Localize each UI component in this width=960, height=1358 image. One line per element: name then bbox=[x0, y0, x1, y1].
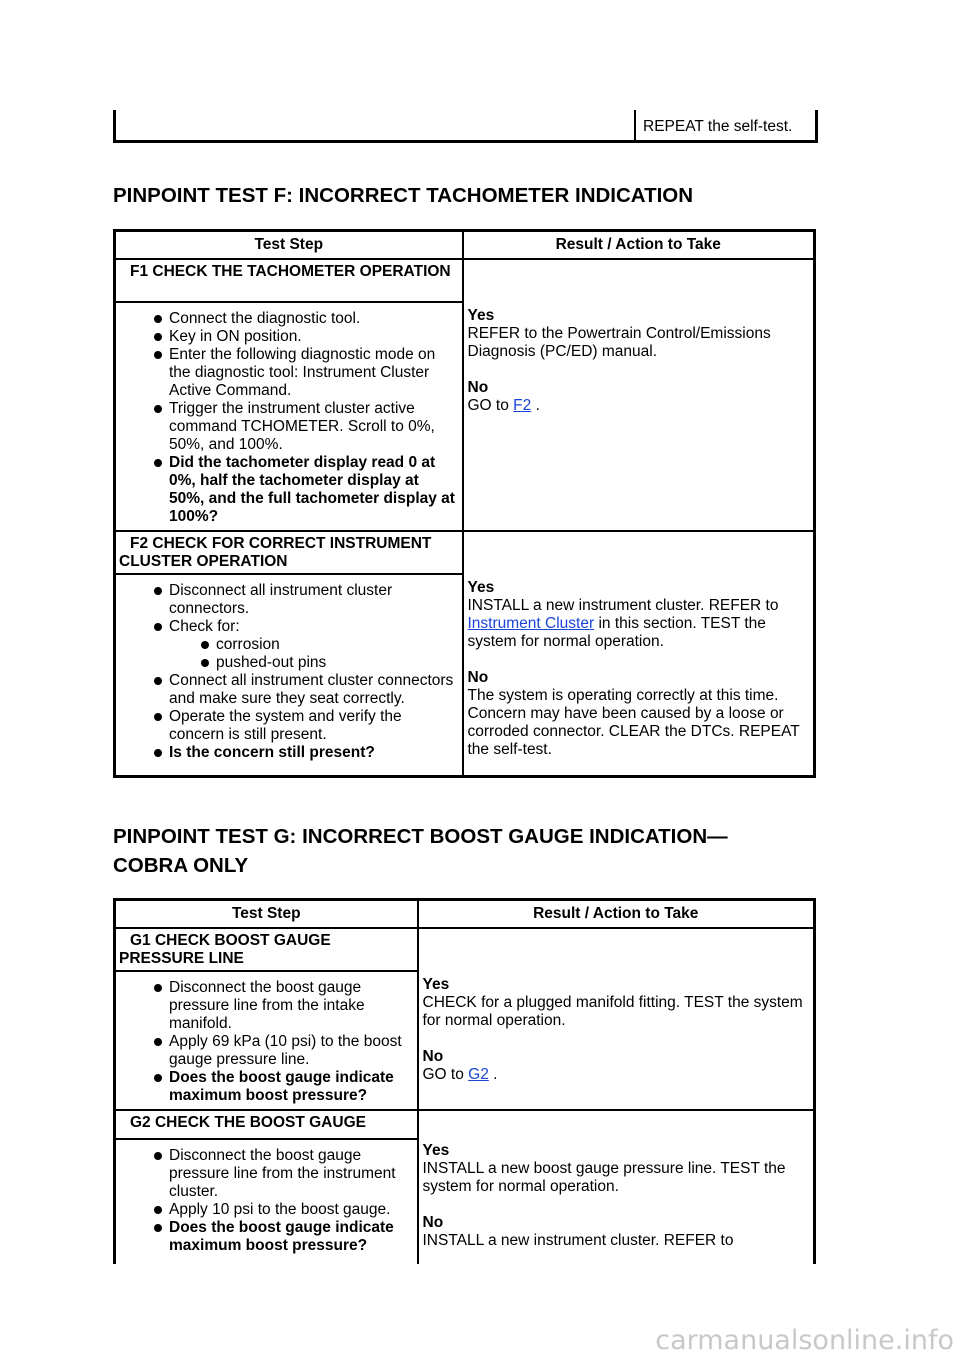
step-g2-result bbox=[418, 1110, 815, 1264]
g1-step-list bbox=[116, 972, 417, 1109]
g2-question: Does the boost gauge indicate maximum boost pressure? bbox=[169, 1219, 411, 1255]
step-f1-result bbox=[463, 259, 815, 531]
pinpoint-test-g-table bbox=[113, 898, 816, 1264]
pinpoint-test-g-heading: PINPOINT TEST G: INCORRECT BOOST GAUGE INDICATION— COBRA ONLY bbox=[113, 825, 728, 877]
step-f2-title-row bbox=[115, 531, 815, 574]
link-f2[interactable]: F2 bbox=[513, 397, 532, 414]
step-g1-result bbox=[418, 928, 815, 1110]
link-instrument-cluster[interactable]: Instrument Cluster bbox=[467, 615, 595, 632]
list-item: Check for: corrosion pushed-out pins bbox=[169, 618, 456, 672]
f1-yes-text: REFER to the Powertrain Control/Emissions Diagnosis (PC/ED) manual. bbox=[467, 325, 771, 360]
list-item: Disconnect the boost gauge pressure line from the intake manifold. bbox=[169, 979, 411, 1033]
step-g1-body bbox=[115, 971, 418, 1110]
step-g2-title: G2 CHECK THE BOOST GAUGE bbox=[115, 1110, 418, 1139]
step-f1-title: F1 CHECK THE TACHOMETER OPERATION bbox=[115, 259, 463, 302]
g2-no-label: No bbox=[422, 1214, 444, 1231]
f1-step-list bbox=[116, 303, 462, 530]
f2-question: Is the concern still present? bbox=[169, 744, 456, 762]
step-f2-body bbox=[115, 574, 463, 777]
f1-no-label: No bbox=[467, 379, 489, 396]
repeat-self-test-text: REPEAT the self-test. bbox=[643, 118, 793, 135]
column-divider bbox=[634, 110, 636, 140]
column-header-test-step: Test Step bbox=[115, 900, 418, 929]
list-item: Operate the system and verify the concern is still present. bbox=[169, 708, 456, 744]
list-item: Apply 69 kPa (10 psi) to the boost gauge pressure line. bbox=[169, 1033, 411, 1069]
step-g2-title-row bbox=[115, 1110, 815, 1139]
f2-yes-text: INSTALL a new instrument cluster. REFER to Instrument Cluster in this section. TEST the system for normal operation. bbox=[467, 597, 779, 650]
f2-no-text: The system is operating correctly at this time. Concern may have been caused by a loose or corroded connector. CLEAR the DTCs. REPEAT the self-test. bbox=[467, 687, 800, 758]
list-item: Trigger the instrument cluster active command TCHOMETER. Scroll to 0%, 50%, and 100%. bbox=[169, 400, 456, 454]
f1-yes-label: Yes bbox=[467, 307, 495, 324]
step-g1-title-row bbox=[115, 928, 815, 971]
column-header-result: Result / Action to Take bbox=[463, 231, 815, 260]
check-for-sublist bbox=[169, 636, 456, 672]
g2-yes-text: INSTALL a new boost gauge pressure line. TEST the system for normal operation. bbox=[422, 1160, 786, 1195]
g1-no-text: GO to G2 . bbox=[422, 1066, 498, 1083]
step-f1-title-row bbox=[115, 259, 815, 302]
list-item: Disconnect the boost gauge pressure line from the instrument cluster. bbox=[169, 1147, 411, 1201]
list-item: corrosion bbox=[216, 636, 456, 654]
f2-yes-label: Yes bbox=[467, 579, 495, 596]
previous-table-fragment bbox=[113, 110, 818, 143]
g2-yes-label: Yes bbox=[422, 1142, 450, 1159]
list-item: Connect all instrument cluster connectors and make sure they seat correctly. bbox=[169, 672, 456, 708]
step-f2-title: F2 CHECK FOR CORRECT INSTRUMENT CLUSTER OPERATION bbox=[115, 531, 463, 574]
g2-step-list bbox=[116, 1140, 417, 1259]
link-g2[interactable]: G2 bbox=[468, 1066, 489, 1083]
step-g1-title: G1 CHECK BOOST GAUGE PRESSURE LINE bbox=[115, 928, 418, 971]
list-item: Apply 10 psi to the boost gauge. bbox=[169, 1201, 411, 1219]
table-header-row bbox=[115, 231, 815, 260]
step-g2-body bbox=[115, 1139, 418, 1264]
list-item: Connect the diagnostic tool. bbox=[169, 310, 456, 328]
g1-no-label: No bbox=[422, 1048, 444, 1065]
step-f1-body bbox=[115, 302, 463, 531]
table-header-row bbox=[115, 900, 815, 929]
step-f2-result bbox=[463, 531, 815, 777]
watermark: carmanualsonline.info bbox=[655, 1325, 954, 1356]
f1-question: Did the tachometer display read 0 at 0%, half the tachometer display at 50%, and the full tachometer display at 100%? bbox=[169, 454, 455, 525]
g1-yes-label: Yes bbox=[422, 976, 450, 993]
f1-no-text: GO to F2 . bbox=[467, 397, 540, 414]
f2-no-label: No bbox=[467, 669, 489, 686]
pinpoint-test-f-table bbox=[113, 229, 816, 778]
g1-yes-text: CHECK for a plugged manifold fitting. TEST the system for normal operation. bbox=[422, 994, 803, 1029]
list-item: pushed-out pins bbox=[216, 654, 456, 672]
list-item: Enter the following diagnostic mode on the diagnostic tool: Instrument Cluster Active Command. bbox=[169, 346, 456, 400]
column-header-result: Result / Action to Take bbox=[418, 900, 815, 929]
g2-no-text: INSTALL a new instrument cluster. REFER to bbox=[422, 1232, 734, 1249]
column-header-test-step: Test Step bbox=[115, 231, 463, 260]
g1-question: Does the boost gauge indicate maximum boost pressure? bbox=[169, 1069, 411, 1105]
pinpoint-test-f-heading: PINPOINT TEST F: INCORRECT TACHOMETER INDICATION bbox=[113, 184, 694, 207]
list-item: Disconnect all instrument cluster connectors. bbox=[169, 582, 456, 618]
list-item: Key in ON position. bbox=[169, 328, 456, 346]
f2-step-list bbox=[116, 575, 462, 766]
